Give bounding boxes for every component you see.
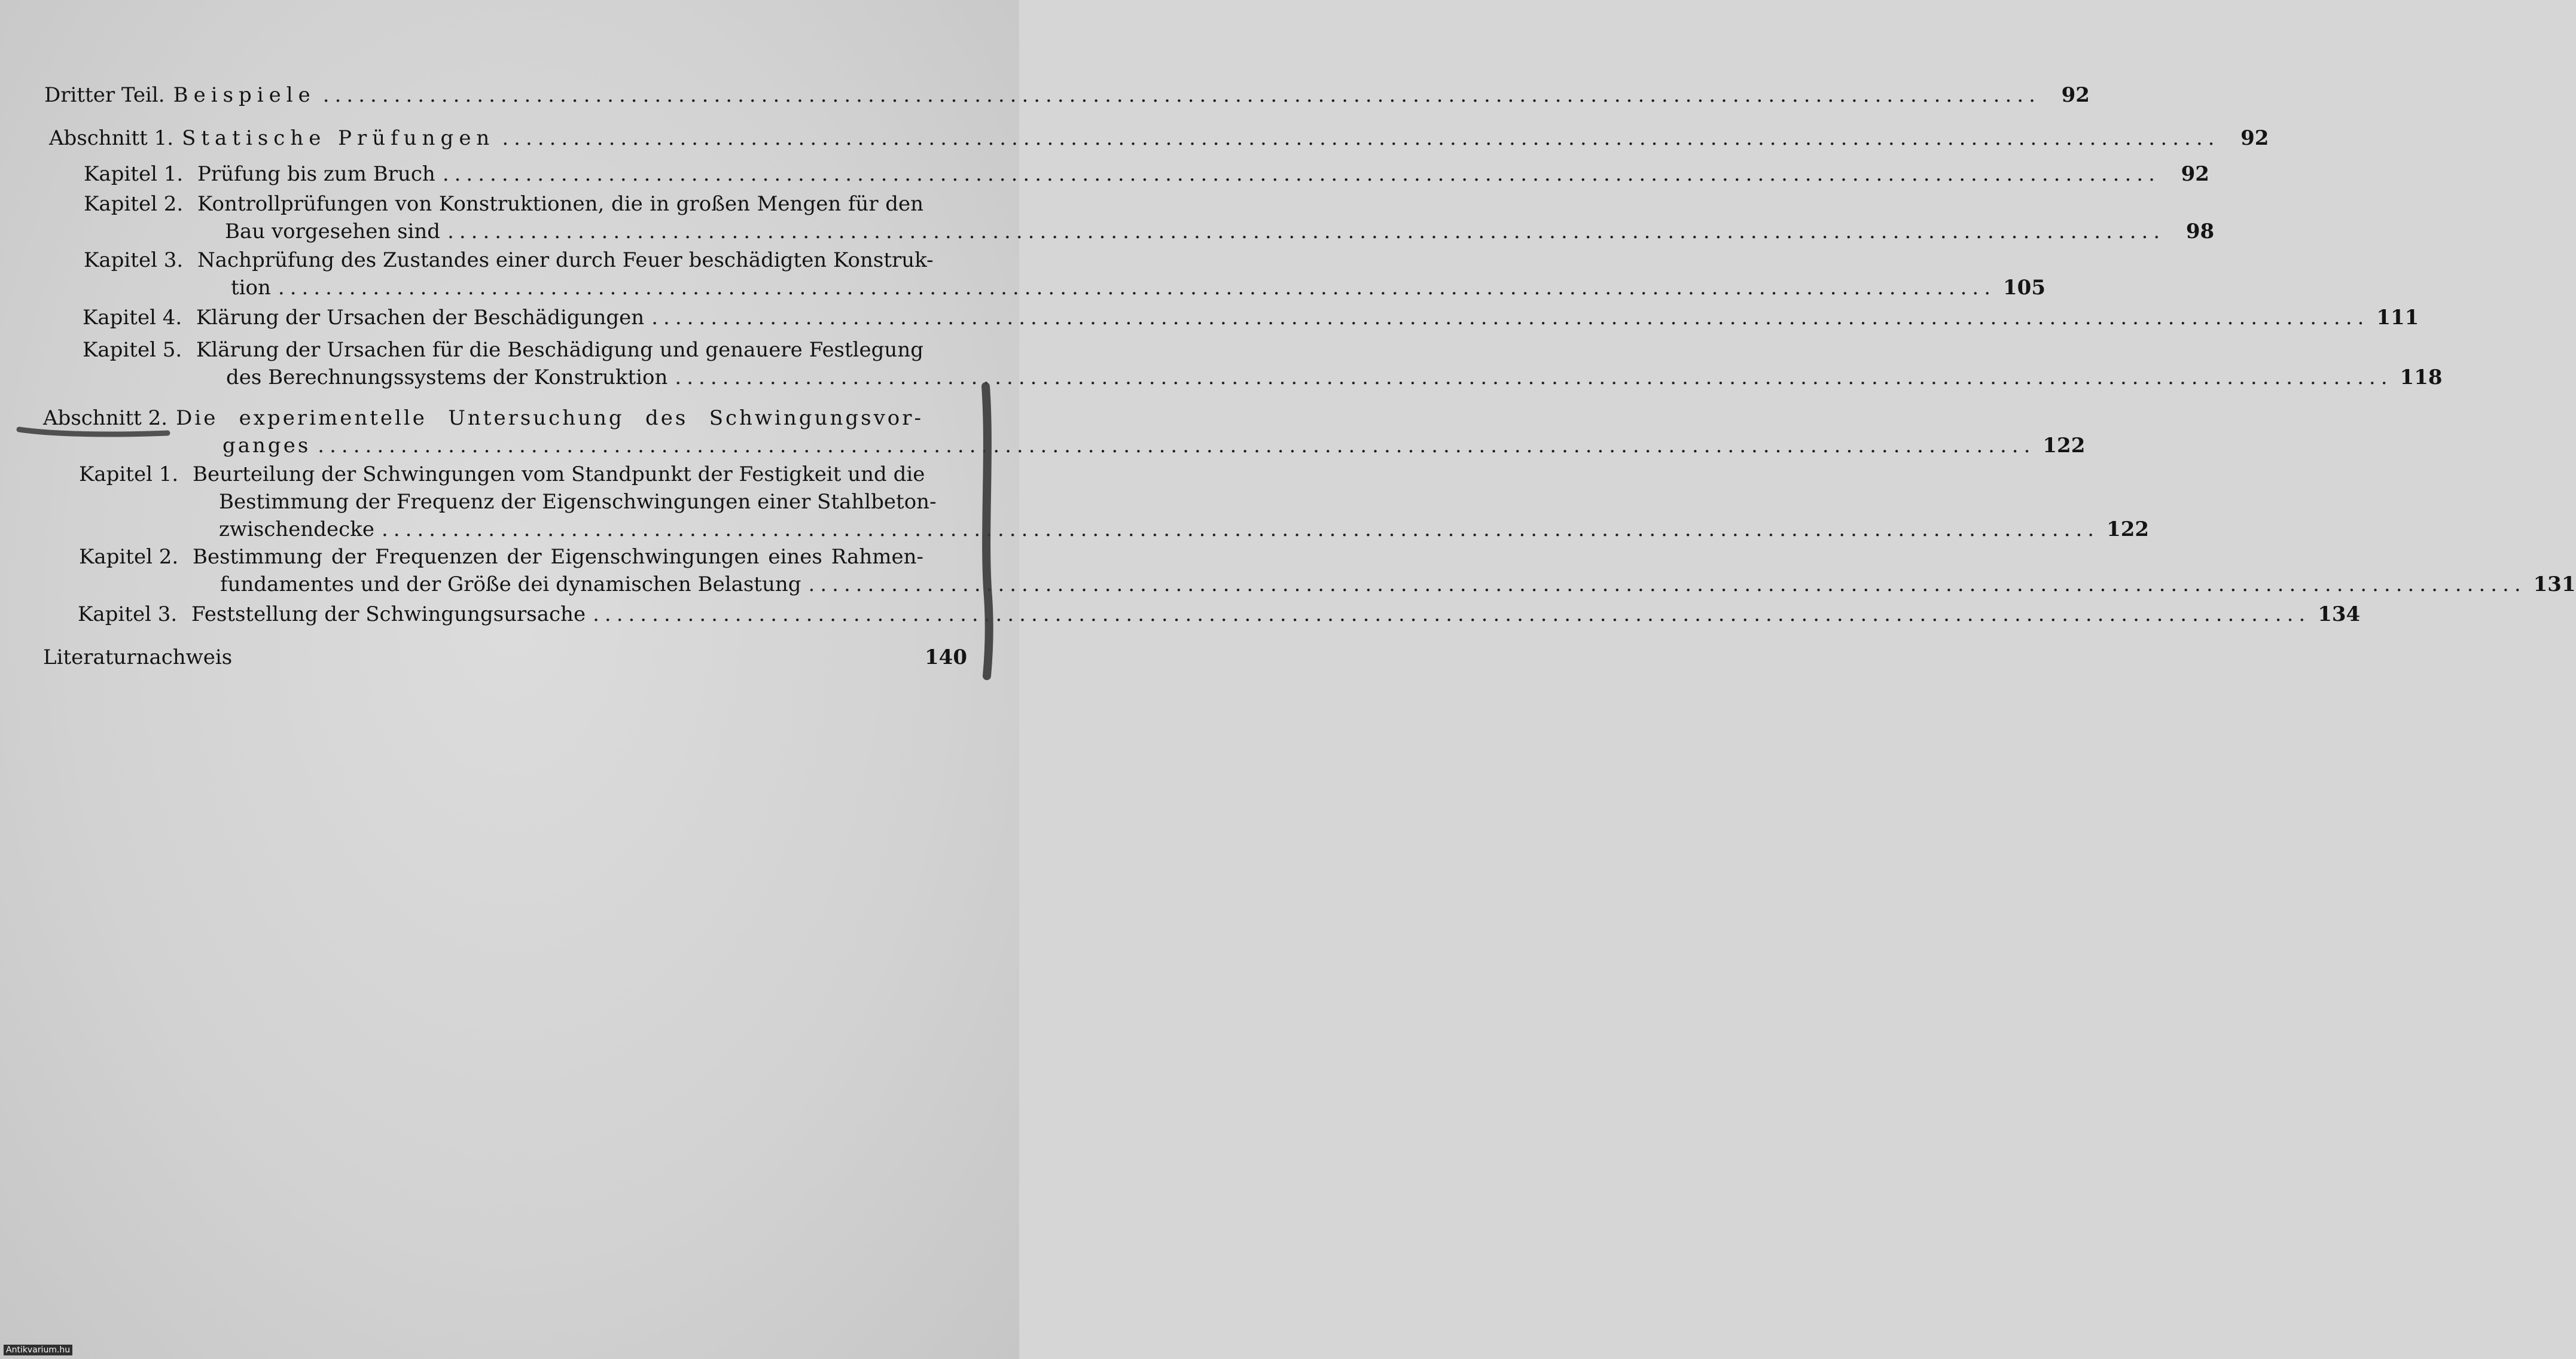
chapter-title-line: Beurteilung der Schwingungen vom Standpunkt der Festigkeit und die (193, 462, 925, 486)
leader-dots: ................................................................................................................................................. (675, 365, 2393, 389)
chapter-title-line: Kontrollprüfungen von Konstruktionen, die in großen Mengen für den (197, 192, 923, 216)
chapter-title-line: Bestimmung der Frequenz der Eigenschwingungen einer Stahlbeton- (219, 490, 937, 514)
page-number: 105 (2003, 276, 2045, 300)
leader-dots: ................................................................................................................................................. (808, 572, 2526, 596)
toc-chapter-entry[interactable] (83, 336, 2443, 391)
leader-dots: ................................................................................................................................................. (651, 306, 2370, 330)
section-title-line: ganges (222, 434, 311, 458)
chapter-label: Kapitel 2. (84, 192, 184, 216)
toc-section-1[interactable] (49, 124, 2269, 152)
chapter-label: Kapitel 2. (79, 545, 179, 569)
chapter-title-line: tion (231, 276, 271, 300)
chapter-title-line: zwischendecke (219, 517, 374, 541)
page-number: 92 (2181, 162, 2209, 186)
section-title-line: Die experimentelle Untersuchung des Schwingungsvor- (176, 406, 923, 430)
part-title: Beispiele (173, 83, 316, 107)
toc-chapter-entry[interactable] (78, 601, 2361, 628)
toc-chapter-entry[interactable] (79, 543, 2576, 598)
chapter-title-line: Nachprüfung des Zustandes einer durch Feuer beschädigten Konstruk- (197, 248, 934, 272)
chapter-title-line: Bau vorgesehen sind (225, 220, 441, 243)
section-title: Statische Prüfungen (182, 126, 495, 150)
toc-section-2[interactable] (43, 404, 2086, 459)
page-number: 92 (2240, 126, 2269, 150)
chapter-title-line: fundamentes und der Größe dei dynamischen Belastung (220, 572, 801, 596)
toc-chapter-entry[interactable] (84, 246, 2045, 301)
section-label: Abschnitt 2. (43, 406, 168, 430)
section-label: Abschnitt 1. (49, 126, 174, 150)
leader-dots: ................................................................................................................................................. (447, 220, 2166, 243)
chapter-label: Kapitel 3. (78, 602, 178, 626)
toc-references-entry[interactable] (43, 644, 967, 671)
page-number: 122 (2042, 434, 2086, 458)
toc-chapter-entry[interactable] (79, 461, 2150, 543)
chapter-label: Kapitel 1. (84, 162, 184, 186)
chapter-title: Klärung der Ursachen der Beschädigungen (196, 306, 645, 330)
pencil-underline-mark (17, 426, 172, 437)
leader-dots: ................................................................................................................................................. (593, 602, 2311, 626)
page-number: 122 (2106, 517, 2150, 541)
toc-chapter-entry[interactable] (83, 304, 2419, 331)
references-title: Literaturnachweis (43, 645, 233, 669)
toc-part-entry[interactable] (44, 81, 2090, 109)
leader-dots: ................................................................................................................................................. (318, 434, 2036, 458)
chapter-title-line: Klärung der Ursachen für die Beschädigung und genauere Festlegung (196, 338, 923, 362)
chapter-label: Kapitel 1. (79, 462, 179, 486)
pencil-margin-bar (975, 382, 999, 681)
part-label: Dritter Teil. (44, 83, 165, 107)
toc-chapter-entry[interactable] (84, 160, 2209, 188)
leader-dots: ................................................................................................................................................. (502, 126, 2220, 150)
page-number: 92 (2061, 83, 2090, 107)
source-watermark: Antikvarium.hu (4, 1345, 72, 1355)
leader-dots: ................................................................................................................................................. (278, 276, 1996, 300)
page-number: 131 (2533, 572, 2576, 596)
page-number: 134 (2318, 602, 2361, 626)
page-number: 111 (2376, 306, 2419, 330)
page-number: 140 (925, 645, 967, 669)
chapter-title-line: Bestimmung der Frequenzen der Eigenschwingungen eines Rahmen- (193, 545, 923, 569)
leader-dots: ................................................................................................................................................. (322, 83, 2041, 107)
page-number: 118 (2400, 365, 2443, 389)
leader-dots: ................................................................................................................................................. (381, 517, 2100, 541)
chapter-label: Kapitel 4. (83, 306, 182, 330)
chapter-title: Feststellung der Schwingungsursache (191, 602, 586, 626)
toc-chapter-entry[interactable] (84, 190, 2215, 245)
chapter-title-line: des Berechnungssystems der Konstruktion (226, 365, 668, 389)
leader-dots: ................................................................................................................................................. (442, 162, 2160, 186)
chapter-title: Prüfung bis zum Bruch (197, 162, 435, 186)
page-number: 98 (2185, 220, 2215, 243)
chapter-label: Kapitel 3. (84, 248, 184, 272)
chapter-label: Kapitel 5. (83, 338, 182, 362)
